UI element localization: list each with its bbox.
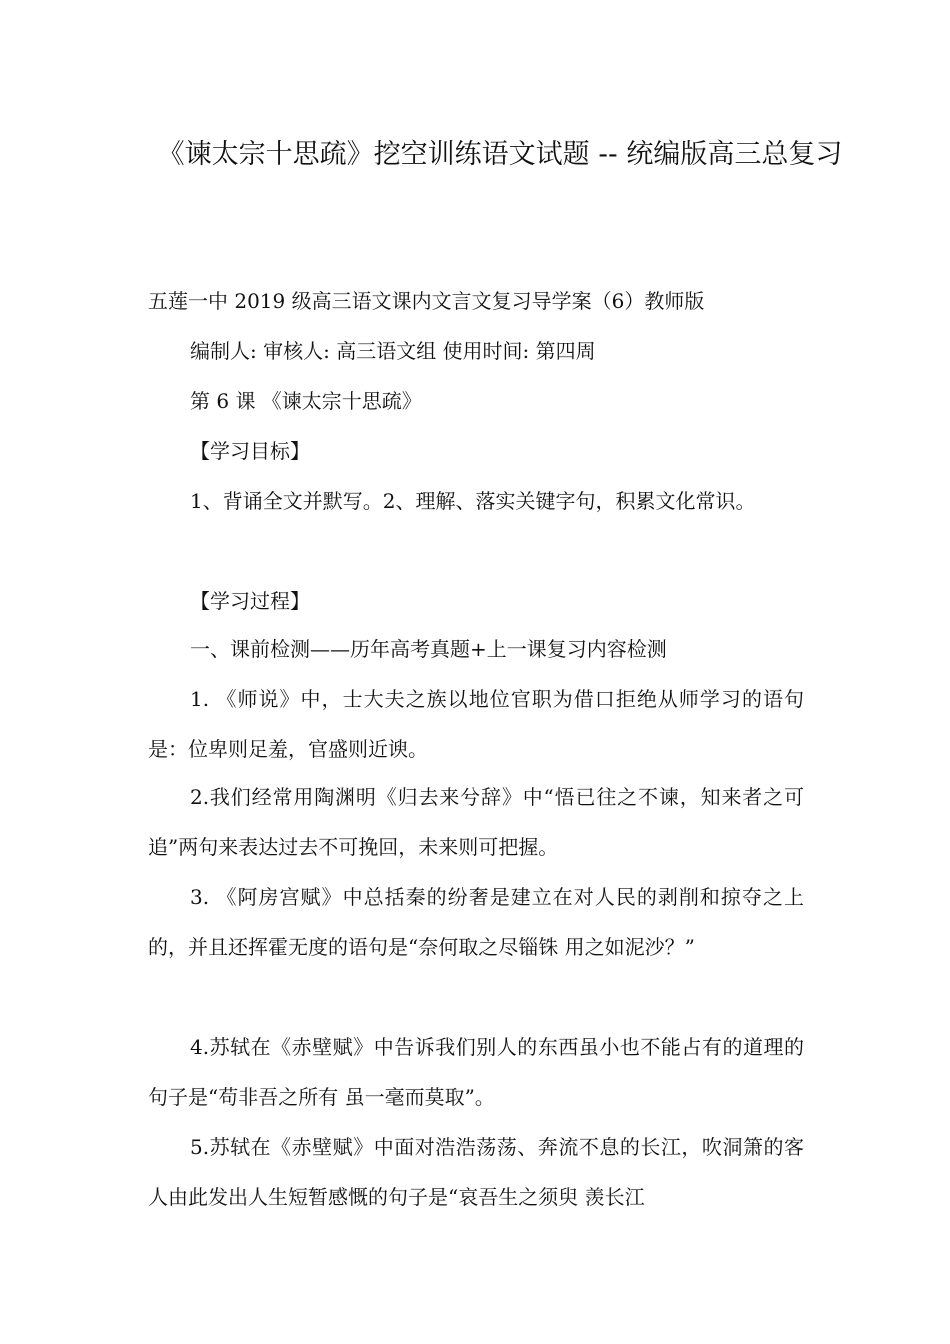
objectives-heading: 【学习目标】 [190,439,310,463]
lesson-line: 第 6 课 《谏太宗十思疏》 [190,389,422,413]
list-item: 4.苏轼在《赤壁赋》中告诉我们别人的东西虽小也不能占有的道理的句子是“苟非吾之所有 虽一毫而莫取”。 [148,1035,804,1109]
list-item: 5.苏轼在《赤壁赋》中面对浩浩荡荡、奔流不息的长江，吹洞箫的客人由此发出人生短暂感慨的句子是“哀吾生之须臾 羡长江 [148,1135,804,1209]
list-item: 2.我们经常用陶渊明《归去来兮辞》中“悟已往之不谏，知来者之可追”两句来表达过去不可挽回，未来则可把握。 [148,785,804,859]
section-one-heading: 一、课前检测——历年高考真题+上一课复习内容检测 [190,637,667,661]
list-item: 3. 《阿房宫赋》中总括秦的纷奢是建立在对人民的剥削和掠夺之上的，并且还挥霍无度的语句是“奈何取之尽锱铢 用之如泥沙？” [148,885,804,959]
header-line: 五莲一中 2019 级高三语文课内文言文复习导学案（6）教师版 [148,289,705,313]
staff-line: 编制人: 审核人: 高三语文组 使用时间: 第四周 [190,339,596,363]
objectives-text: 1、背诵全文并默写。2、理解、落实关键字句，积累文化常识。 [190,489,756,513]
list-item: 1. 《师说》中，士大夫之族以地位官职为借口拒绝从师学习的语句是：位卑则足羞，官盛则近谀。 [148,687,804,761]
process-heading: 【学习过程】 [190,589,310,613]
document-title: 《谏太宗十思疏》挖空训练语文试题 -- 统编版高三总复习 [157,139,843,170]
